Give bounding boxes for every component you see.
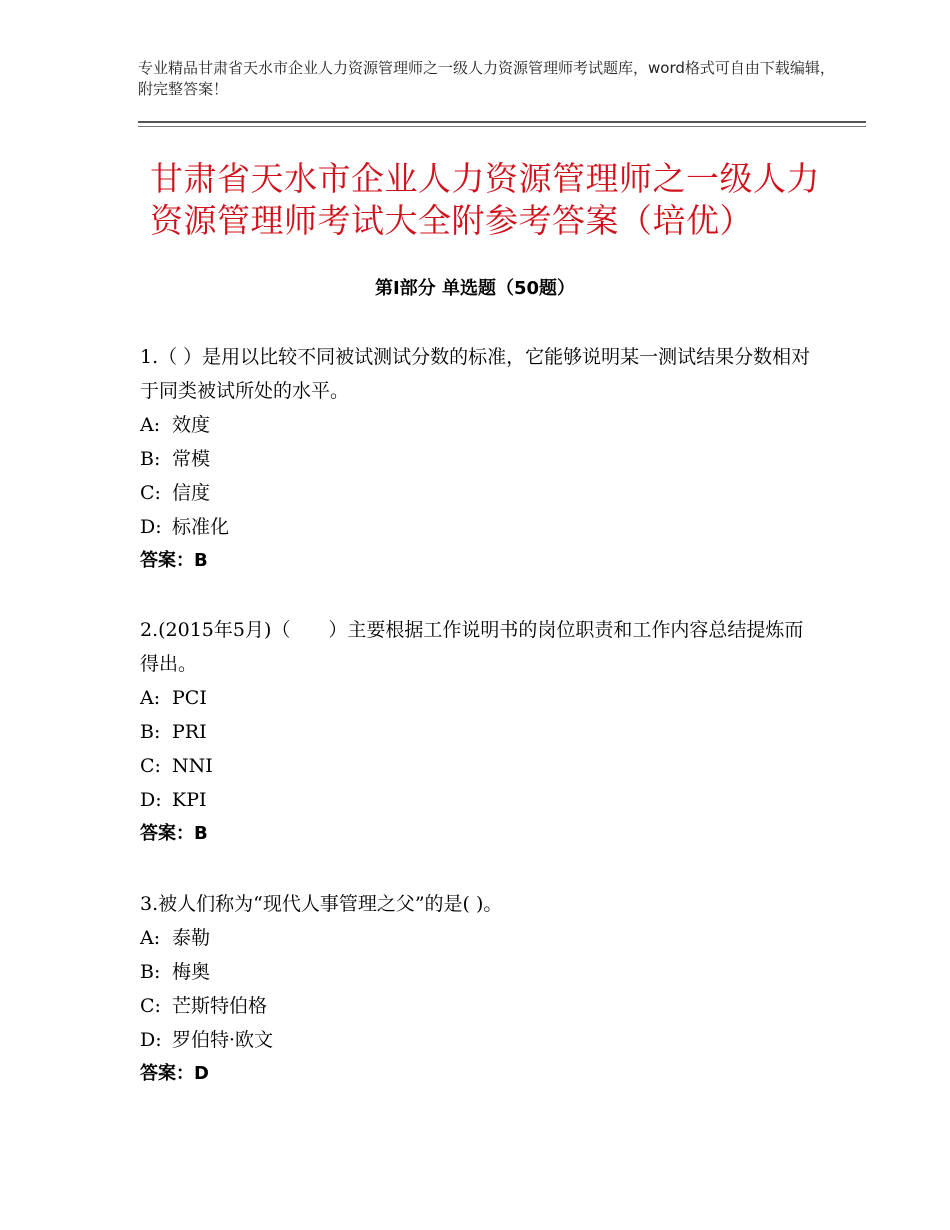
- option-a: [140, 681, 820, 715]
- option-letter: C:: [140, 995, 161, 1017]
- option-letter: B:: [140, 448, 161, 470]
- section-heading: 第Ⅰ部分 单选题（50题）: [374, 278, 575, 299]
- option-text: 梅奥: [172, 961, 211, 983]
- option-letter: D:: [140, 516, 162, 538]
- option-text: 常模: [172, 448, 211, 470]
- option-letter: C:: [140, 482, 161, 504]
- option-text: 泰勒: [172, 927, 211, 949]
- option-letter: C:: [140, 755, 161, 777]
- option-letter: D:: [140, 1029, 162, 1051]
- question-3: [140, 887, 820, 1091]
- option-c: [140, 476, 820, 510]
- option-d: [140, 783, 820, 817]
- question-stem: 1.（ ）是用以比较不同被试测试分数的标准，它能够说明某一测试结果分数相对于同类被试所处的水平。: [140, 346, 811, 402]
- option-d: [140, 510, 820, 544]
- option-text: KPI: [172, 789, 207, 811]
- question-stem: 3.被人们称为“现代人事管理之父”的是( )。: [140, 893, 503, 915]
- option-a: [140, 408, 820, 442]
- option-d: [140, 1023, 820, 1057]
- option-letter: D:: [140, 789, 162, 811]
- option-text: 芒斯特伯格: [172, 995, 268, 1017]
- header-note: 专业精品甘肃省天水市企业人力资源管理师之一级人力资源管理师考试题库，word格式可自由下载编辑，附完整答案！: [138, 59, 835, 98]
- answer: 答案：D: [140, 1063, 209, 1084]
- option-letter: A:: [140, 927, 161, 949]
- option-c: [140, 749, 820, 783]
- option-c: [140, 989, 820, 1023]
- option-text: PRI: [172, 721, 207, 743]
- option-text: 信度: [172, 482, 211, 504]
- header-rule-thin: [138, 126, 866, 127]
- answer: 答案：B: [140, 823, 208, 844]
- option-a: [140, 921, 820, 955]
- option-text: NNI: [172, 755, 213, 777]
- option-letter: B:: [140, 961, 161, 983]
- option-letter: A:: [140, 687, 161, 709]
- header-rule-thick: [138, 121, 866, 123]
- option-text: 罗伯特·欧文: [172, 1029, 274, 1051]
- answer: 答案：B: [140, 550, 208, 571]
- option-letter: A:: [140, 414, 161, 436]
- question-1: [140, 340, 820, 578]
- option-text: 标准化: [172, 516, 230, 538]
- option-text: 效度: [172, 414, 211, 436]
- question-2: [140, 613, 820, 851]
- document-title: 甘肃省天水市企业人力资源管理师之一级人力资源管理师考试大全附参考答案（培优）: [150, 159, 820, 240]
- option-b: [140, 442, 820, 476]
- option-b: [140, 955, 820, 989]
- question-stem: 2.(2015年5月)（ ）主要根据工作说明书的岗位职责和工作内容总结提炼而得出。: [140, 619, 804, 675]
- option-text: PCI: [172, 687, 207, 709]
- option-letter: B:: [140, 721, 161, 743]
- option-b: [140, 715, 820, 749]
